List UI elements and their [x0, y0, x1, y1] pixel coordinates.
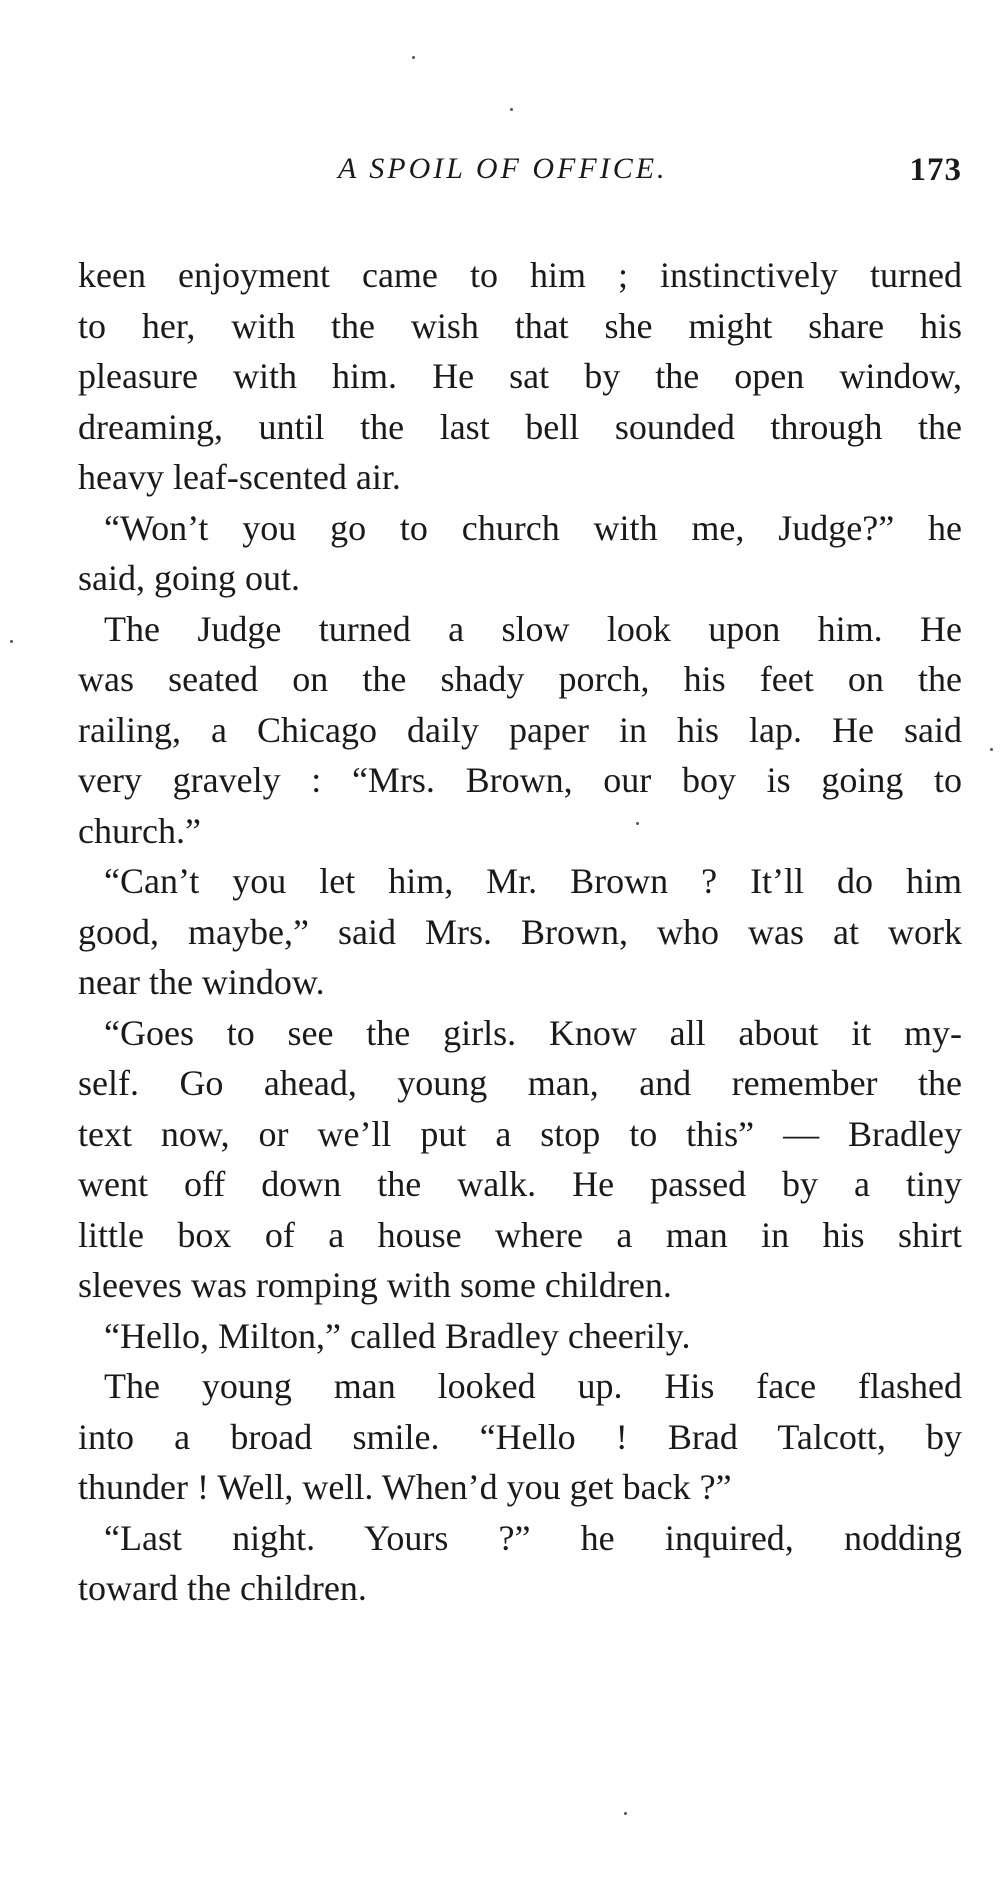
paper-speck: [510, 108, 513, 111]
text-line: dreaming, until the last bell sounded through the: [78, 406, 962, 447]
text-line: into a broad smile. “Hello ! Brad Talcott, by: [78, 1416, 962, 1457]
paragraph: [78, 1008, 962, 1311]
body-text: [78, 250, 962, 1614]
text-line: “Hello, Milton,” called Bradley cheerily.: [104, 1315, 691, 1356]
text-line: “Goes to see the girls. Know all about it my-: [104, 1012, 962, 1053]
text-line: was seated on the shady porch, his feet on the: [78, 659, 962, 699]
text-line: “Won’t you go to church with me, Judge?” he: [104, 507, 962, 548]
text-line: good, maybe,” said Mrs. Brown, who was at work: [78, 911, 962, 952]
text-line: went off down the walk. He passed by a tiny: [78, 1164, 962, 1204]
paragraph: [78, 856, 962, 1008]
page-header: [78, 152, 962, 202]
text-line: The young man looked up. His face flashed: [104, 1366, 962, 1406]
text-line: to her, with the wish that she might share his: [78, 305, 962, 346]
paper-speck: [624, 1812, 627, 1815]
paragraph: [78, 1513, 962, 1614]
text-line: sleeves was romping with some children.: [78, 1265, 672, 1305]
text-line: railing, a Chicago daily paper in his lap. He said: [78, 709, 962, 750]
paragraph: [78, 1361, 962, 1513]
text-line: “Can’t you let him, Mr. Brown ? It’ll do him: [104, 861, 962, 901]
text-line: self. Go ahead, young man, and remember the: [78, 1063, 962, 1103]
text-line: toward the children.: [78, 1568, 367, 1608]
text-line: The Judge turned a slow look upon him. He: [104, 608, 962, 649]
text-line: thunder ! Well, well. When’d you get back ?”: [78, 1467, 732, 1507]
text-line: pleasure with him. He sat by the open window,: [78, 356, 962, 396]
paper-speck: [10, 640, 13, 643]
book-page: [78, 0, 962, 1886]
text-line: said, going out.: [78, 558, 300, 598]
text-line: near the window.: [78, 962, 325, 1002]
paragraph: [78, 1311, 962, 1362]
text-line: keen enjoyment came to him ; instinctively turned: [78, 255, 962, 295]
text-line: little box of a house where a man in his shirt: [78, 1214, 962, 1255]
text-line: text now, or we’ll put a stop to this” — Bradley: [78, 1113, 962, 1154]
paragraph: [78, 604, 962, 857]
text-line: church.”: [78, 810, 201, 851]
paper-speck: [412, 56, 415, 59]
text-line: heavy leaf-scented air.: [78, 457, 401, 497]
running-title: A SPOIL OF OFFICE.: [338, 152, 668, 185]
paper-speck: [990, 748, 993, 751]
paper-speck: [636, 822, 639, 825]
page-number: 173: [909, 152, 962, 188]
text-line: very gravely : “Mrs. Brown, our boy is going to: [78, 760, 962, 800]
paragraph: [78, 503, 962, 604]
paragraph: [78, 250, 962, 503]
text-line: “Last night. Yours ?” he inquired, nodding: [104, 1517, 962, 1558]
